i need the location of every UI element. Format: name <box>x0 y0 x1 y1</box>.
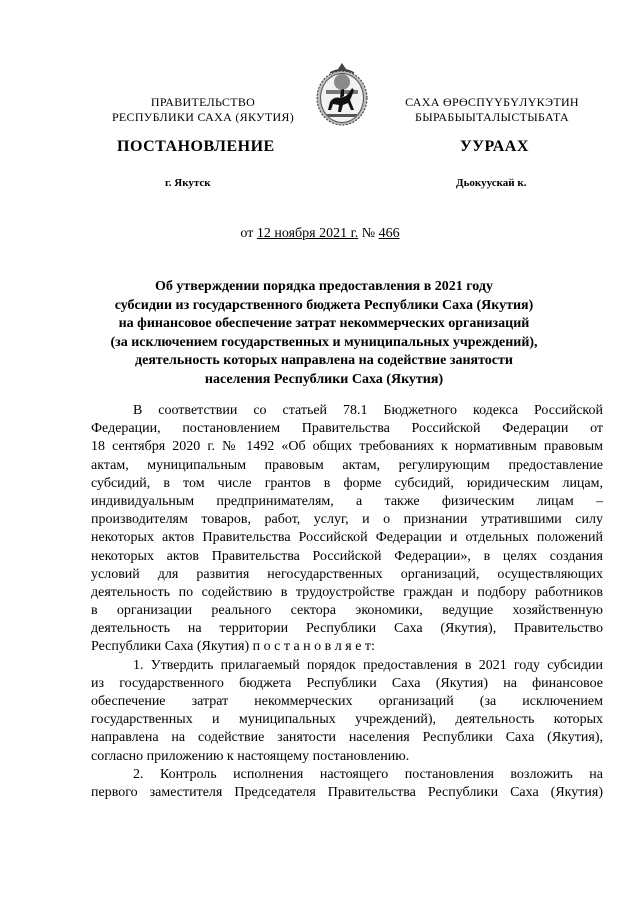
issuer-ru-line: РЕСПУБЛИКИ САХА (ЯКУТИЯ) <box>111 110 295 124</box>
body-line: 18 сентября 2020 г. № 1492 «Об общих требованиях к нормативным правовым <box>91 439 603 455</box>
body-line: 2. Контроль исполнения настоящего постановления возложить на <box>133 766 603 782</box>
title-line: (за исключением государственных и муниципальных учреждений), <box>110 334 538 350</box>
document-title <box>96 278 552 389</box>
title-line: населения Республики Саха (Якутия) <box>204 371 444 387</box>
doc-type-sah: УУРААХ <box>460 138 529 155</box>
body-line: деятельность по содействию в трудоустройстве граждан и подбору работников <box>91 584 603 600</box>
body-line: В соответствии со статьей 78.1 Бюджетного кодекса Российской <box>133 403 603 418</box>
number-sign: № <box>361 226 376 241</box>
body-line: в организации реального сектора экономики, ведущие хозяйственную <box>91 603 603 619</box>
city-sah: Дьокуускай к. <box>456 177 527 189</box>
title-line: Об утверждении порядка предоставления в 2021 году <box>155 279 493 294</box>
issuer-sah-line: САХА ӨРӨСПҮҮБҮЛҮКЭТИН <box>405 95 579 109</box>
body-line: первого заместителя Председателя Правительства Республики Саха (Якутия) <box>91 784 603 800</box>
body-line: некоторых актов Правительства Российской Федерации», в целях создания <box>91 548 603 564</box>
body-line: деятельность на территории Республики Саха (Якутия), Правительство <box>91 621 603 637</box>
document-body <box>91 402 603 802</box>
title-line: субсидии из государственного бюджета Республики Саха (Якутия) <box>114 297 534 313</box>
body-line: Республики Саха (Якутия) п о с т а н о в л я е т: <box>91 639 375 655</box>
body-line: актам, муниципальным правовым актам, регулирующим предоставление <box>91 457 603 473</box>
body-line: 1. Утвердить прилагаемый порядок предоставления в 2021 году субсидии <box>133 657 603 673</box>
body-line: некоторых актов Правительства Российской Федерации и отдельных положений <box>91 530 603 546</box>
body-line: производителям товаров, работ, услуг, и о признании утратившими силу <box>91 512 603 528</box>
body-line: индивидуальным предпринимателям, а также физическим лицам – <box>91 493 603 509</box>
title-line: деятельность которых направлена на содействие занятости <box>135 353 513 368</box>
body-line: условий для развития негосударственных организаций, осуществляющих <box>91 566 603 582</box>
body-line: обеспечение затрат некоммерческих организаций (за исключением <box>91 694 603 709</box>
document-number: 466 <box>378 226 400 241</box>
doc-type-ru: ПОСТАНОВЛЕНИЕ <box>117 138 275 155</box>
city-ru: г. Якутск <box>165 177 211 189</box>
title-line: на финансовое обеспечение затрат некоммерческих организаций <box>118 316 530 331</box>
issuer-sah-line: БЫРАБЫЫТАЛЫСТЫБАТА <box>415 110 569 124</box>
body-line: из государственного бюджета Республики Саха (Якутия) на финансовое <box>91 675 603 691</box>
date-prefix: от <box>240 226 254 241</box>
date-number-line <box>0 226 640 242</box>
issuer-ru <box>103 95 303 125</box>
coat-of-arms-sakha-icon <box>316 60 368 126</box>
body-line: субсидий, в том числе грантов в форме субсидий, юридическим лицам, <box>91 475 603 491</box>
issuer-ru-line: ПРАВИТЕЛЬСТВО <box>150 95 256 109</box>
body-line: согласно приложению к настоящему постановлению. <box>91 748 410 764</box>
body-line: Федерации, постановлением Правительства Российской Федерации от <box>91 421 603 437</box>
document-date: 12 ноября 2021 г. <box>256 226 359 241</box>
body-line: направлена на содействие занятости населения Республики Саха (Якутия), <box>91 730 603 746</box>
body-line: государственных и муниципальных учреждений), деятельность которых <box>91 712 603 728</box>
issuer-sah <box>392 95 592 125</box>
